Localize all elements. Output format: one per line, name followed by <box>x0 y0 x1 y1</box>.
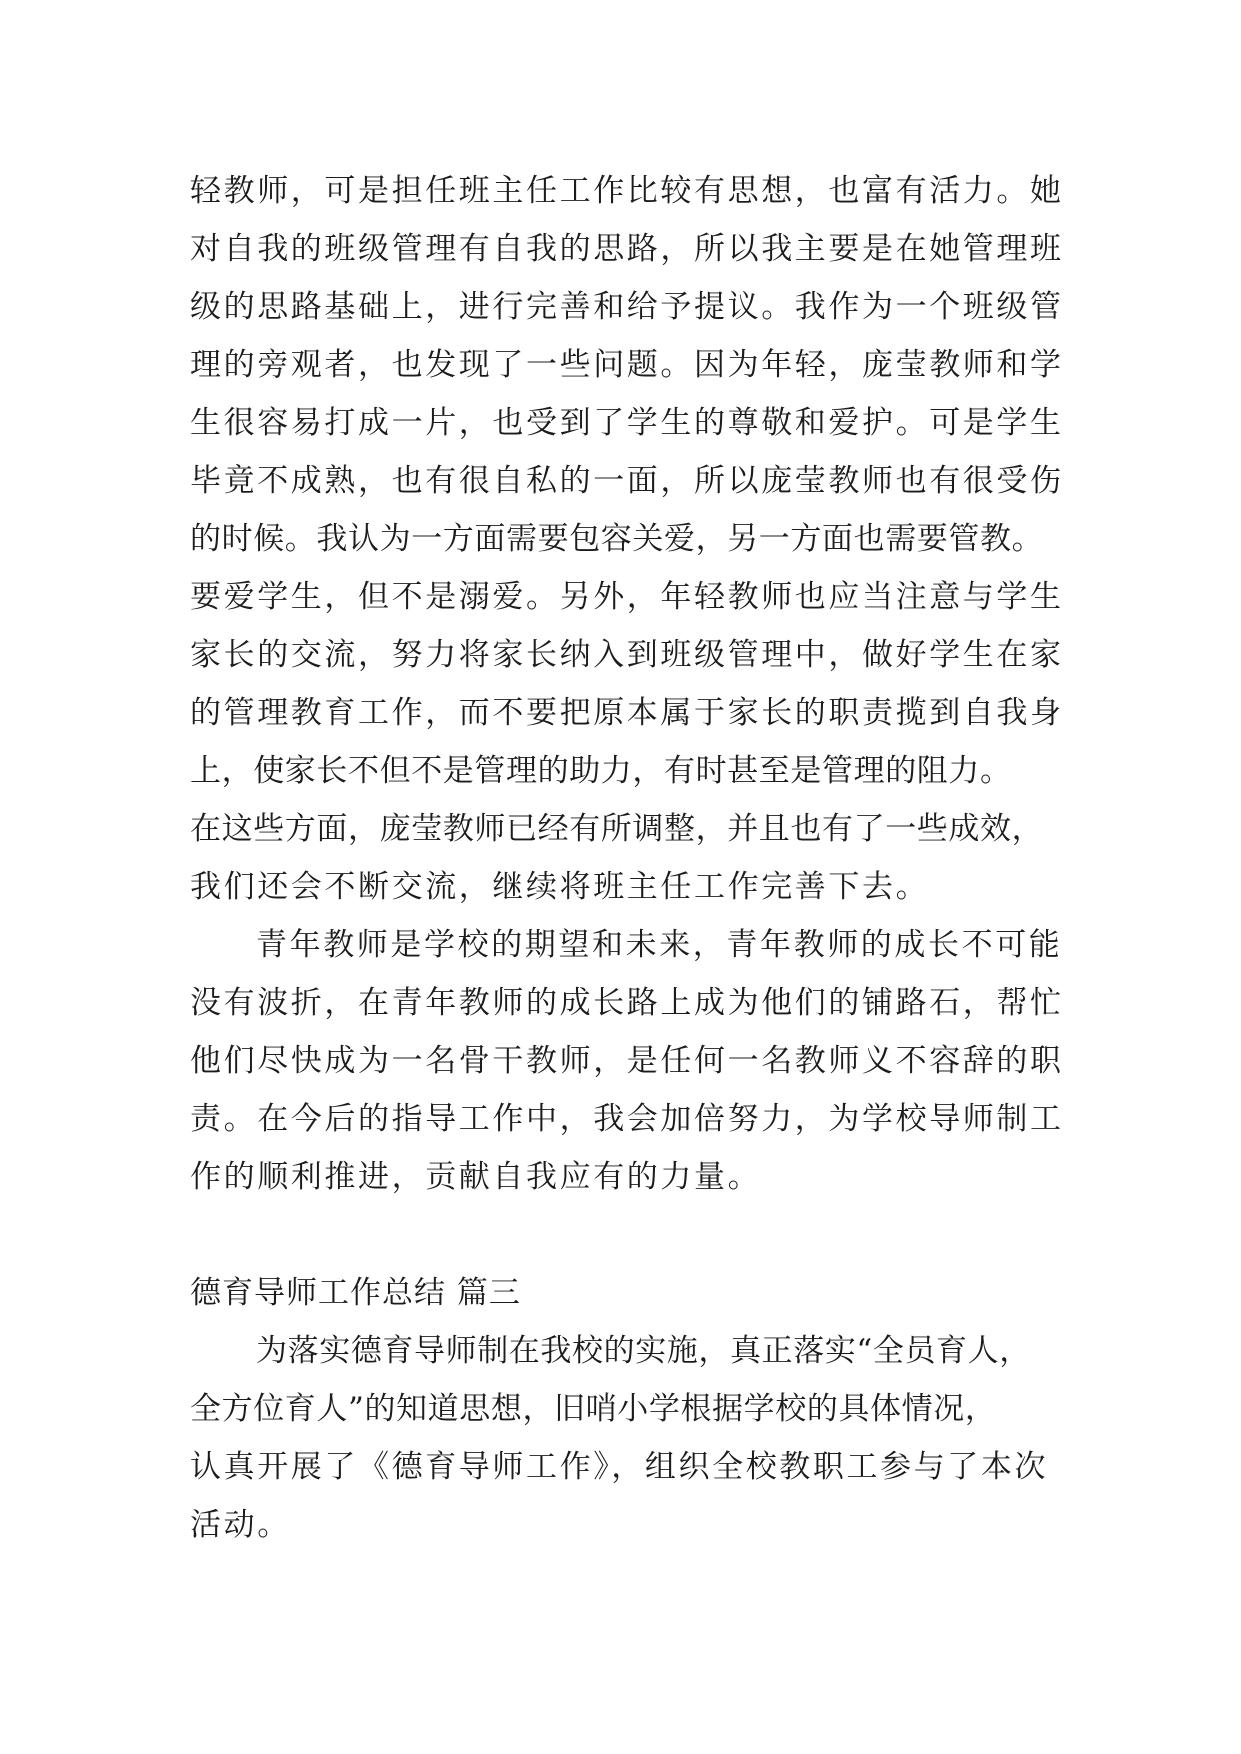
paragraph-line: 的时候。我认为一方面需要包容关爱，另一方面也需要管教。 <box>190 521 1044 557</box>
section-paragraph <box>190 1322 1070 1554</box>
paragraph-line: 家长的交流，努力将家长纳入到班级管理中，做好学生在家 <box>190 637 1064 673</box>
paragraph-1 <box>190 162 1070 916</box>
document-body <box>190 162 1070 1554</box>
paragraph-line: 上，使家长不但不是管理的助力，有时甚至是管理的阻力。 <box>190 753 1012 789</box>
paragraph-line: 对自我的班级管理有自我的思路，所以我主要是在她管理班 <box>190 231 1064 267</box>
paragraph-line: 责。在今后的指导工作中，我会加倍努力，为学校导师制工 <box>190 1101 1064 1137</box>
paragraph-line: 活动。 <box>190 1507 291 1543</box>
paragraph-line: 认真开展了《德育导师工作》，组织全校教职工参与了本次 <box>190 1449 1049 1485</box>
paragraph-line: 青年教师是学校的期望和未来，青年教师的成长不可能 <box>256 927 1063 963</box>
paragraph-line: 他们尽快成为一名骨干教师，是任何一名教师义不容辞的职 <box>190 1043 1064 1079</box>
paragraph-line: 生很容易打成一片，也受到了学生的尊敬和爱护。可是学生 <box>190 405 1064 441</box>
section-title: 德育导师工作总结 篇三 <box>190 1275 521 1311</box>
paragraph-line: 的管理教育工作，而不要把原本属于家长的职责揽到自我身 <box>190 695 1064 731</box>
paragraph-line: 要爱学生，但不是溺爱。另外，年轻教师也应当注意与学生 <box>190 579 1064 615</box>
paragraph-line: 作的顺利推进，贡献自我应有的力量。 <box>190 1159 762 1195</box>
paragraph-line: 级的思路基础上，进行完善和给予提议。我作为一个班级管 <box>190 289 1064 325</box>
paragraph-line: 理的旁观者，也发现了一些问题。因为年轻，庞莹教师和学 <box>190 347 1064 383</box>
paragraph-2 <box>190 916 1070 1206</box>
paragraph-line: 轻教师，可是担任班主任工作比较有思想，也富有活力。她 <box>190 173 1064 209</box>
paragraph-line: 全方位育人”的知道思想，旧哨小学根据学校的具体情况， <box>190 1391 997 1427</box>
paragraph-line: 没有波折，在青年教师的成长路上成为他们的铺路石，帮忙 <box>190 985 1064 1021</box>
paragraph-line: 在这些方面，庞莹教师已经有所调整，并且也有了一些成效， <box>190 811 1044 847</box>
paragraph-line: 我们还会不断交流，继续将班主任工作完善下去。 <box>190 869 930 905</box>
paragraph-line: 为落实德育导师制在我校的实施，真正落实“全员育人， <box>256 1333 1031 1369</box>
paragraph-line: 毕竟不成熟，也有很自私的一面，所以庞莹教师也有很受伤 <box>190 463 1064 499</box>
